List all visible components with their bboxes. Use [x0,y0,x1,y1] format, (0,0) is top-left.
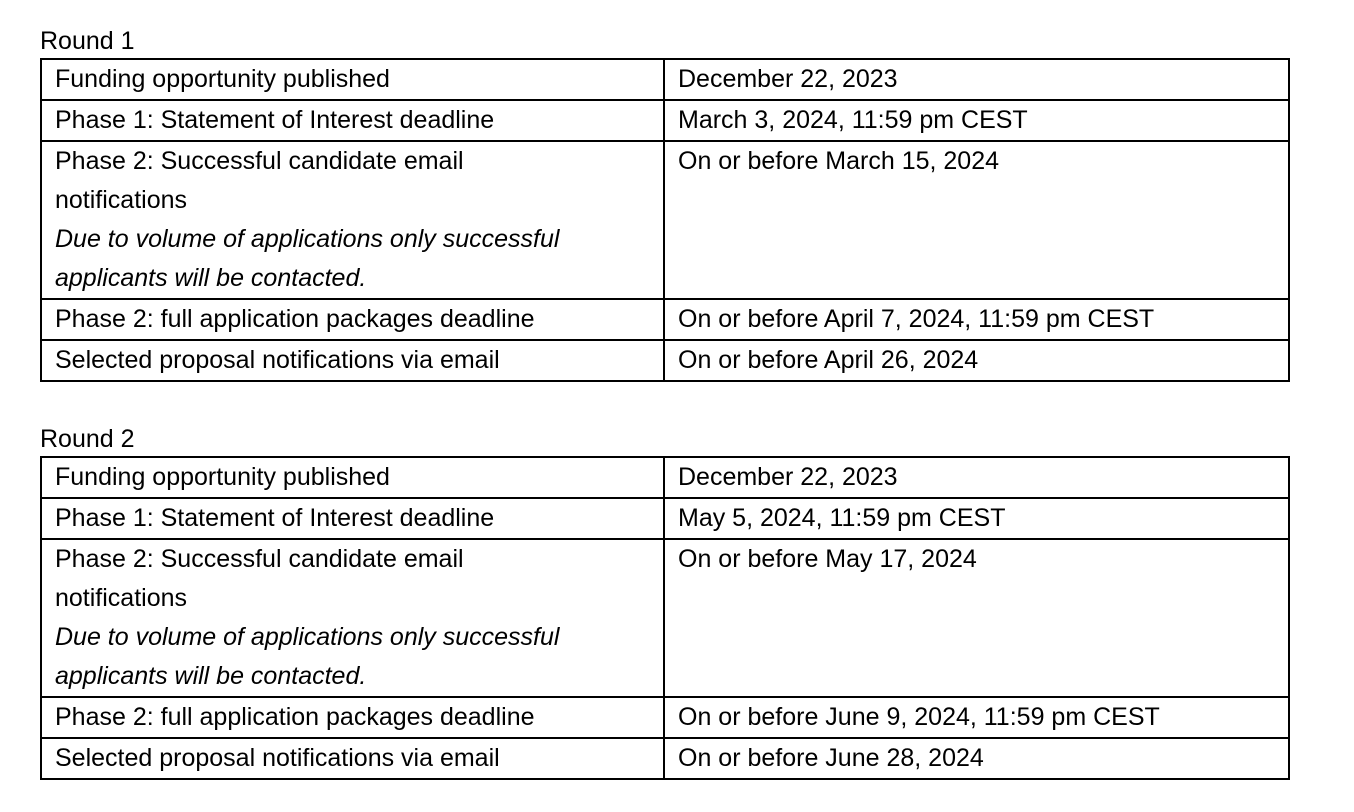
milestone-cell: Funding opportunity published [41,59,664,100]
table-row [41,539,1289,697]
milestone-text-line: Phase 2: Successful candidate email [55,545,464,573]
milestone-cell: Phase 1: Statement of Interest deadline [41,498,664,539]
table-row [41,498,1289,539]
milestone-note-line: applicants will be contacted. [55,264,367,292]
table-row [41,299,1289,340]
table-row [41,340,1289,381]
milestone-cell: Phase 2: full application packages deadline [41,697,664,738]
table-row [41,141,1289,299]
date-cell: December 22, 2023 [664,457,1289,498]
date-cell: On or before April 7, 2024, 11:59 pm CEST [664,299,1289,340]
milestone-cell [41,539,664,697]
round-2-schedule-table [40,456,1290,780]
round-1-title: Round 1 [40,27,135,55]
table-row [41,100,1289,141]
round-2-section [40,422,1288,780]
milestone-cell [41,141,664,299]
milestone-note-line: applicants will be contacted. [55,662,367,690]
milestone-text-line: notifications [55,186,188,214]
milestone-cell: Selected proposal notifications via email [41,340,664,381]
date-cell: On or before April 26, 2024 [664,340,1289,381]
table-row [41,457,1289,498]
milestone-cell: Phase 1: Statement of Interest deadline [41,100,664,141]
round-1-schedule-table [40,58,1290,382]
date-cell: On or before June 28, 2024 [664,738,1289,779]
date-cell: On or before June 9, 2024, 11:59 pm CEST [664,697,1289,738]
date-cell: March 3, 2024, 11:59 pm CEST [664,100,1289,141]
date-cell: December 22, 2023 [664,59,1289,100]
date-cell: On or before May 17, 2024 [664,539,1289,697]
table-row [41,697,1289,738]
date-cell: May 5, 2024, 11:59 pm CEST [664,498,1289,539]
round-2-title: Round 2 [40,425,135,453]
milestone-cell: Phase 2: full application packages deadline [41,299,664,340]
table-row [41,59,1289,100]
milestone-text-line: Phase 2: Successful candidate email [55,147,464,175]
milestone-text-line: notifications [55,584,188,612]
date-cell: On or before March 15, 2024 [664,141,1289,299]
milestone-note-line: Due to volume of applications only successful [55,623,560,651]
table-row [41,738,1289,779]
milestone-cell: Funding opportunity published [41,457,664,498]
milestone-note-line: Due to volume of applications only successful [55,225,560,253]
round-1-section [40,24,1288,382]
milestone-cell: Selected proposal notifications via email [41,738,664,779]
